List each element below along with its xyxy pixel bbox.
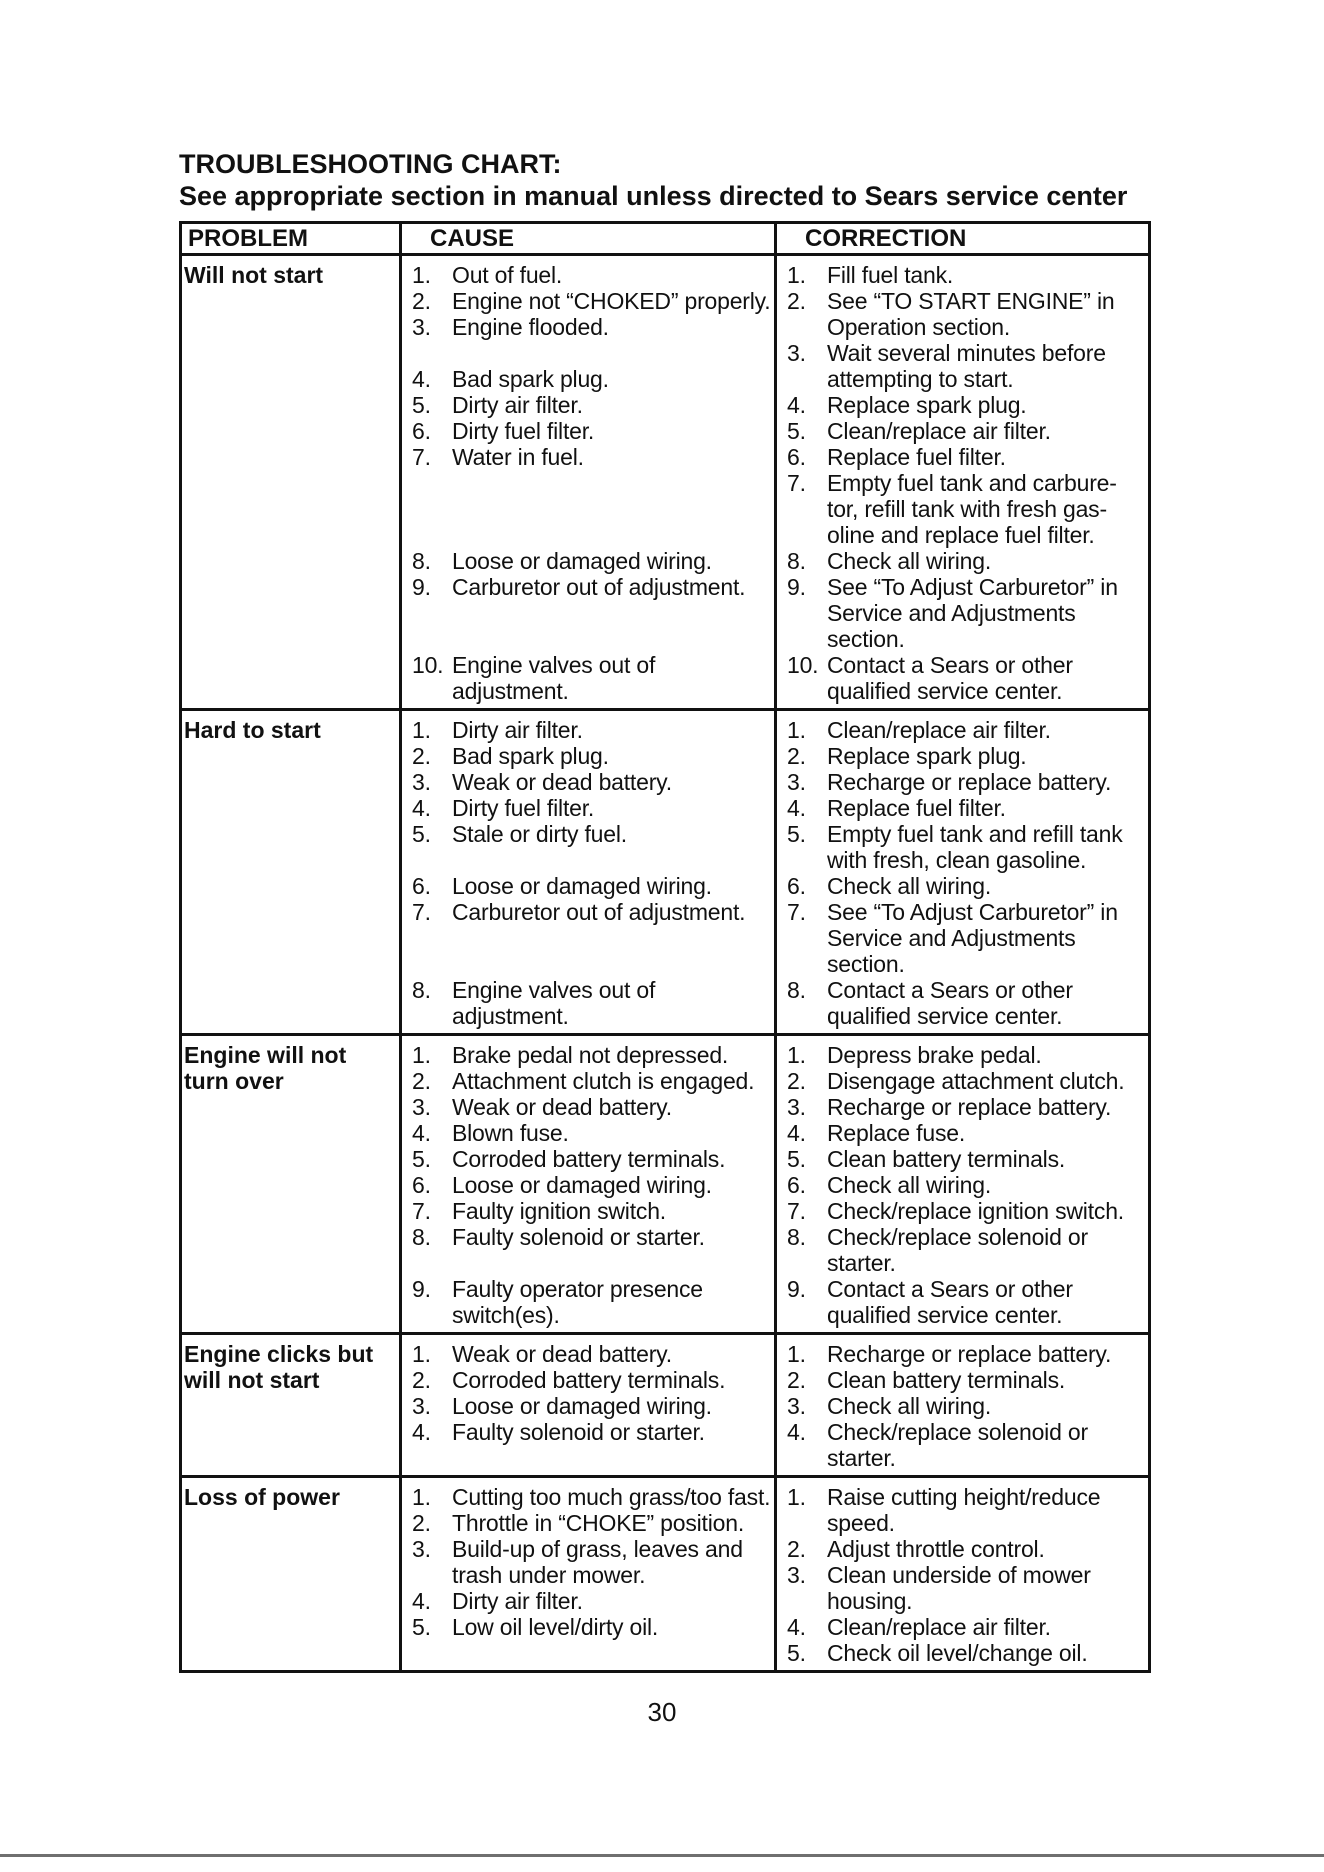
correction-item-number: 1. (787, 717, 806, 743)
cause-item (412, 1250, 772, 1276)
cause-item-text (452, 626, 772, 652)
cause-item-number: 4. (412, 366, 431, 392)
correction-item (787, 548, 1146, 574)
correction-item-text: Replace spark plug. (827, 743, 1027, 769)
cause-item (412, 496, 772, 522)
correction-item-number: 1. (787, 1042, 806, 1068)
cause-item (412, 977, 772, 1029)
cause-item-number: 2. (412, 743, 431, 769)
correction-item-number: 6. (787, 1172, 806, 1198)
correction-item-text: Check/replace solenoid or starter. (827, 1419, 1088, 1471)
cause-item (412, 1510, 772, 1536)
cause-item (412, 717, 772, 743)
cause-item-text: Loose or damaged wiring. (452, 873, 712, 899)
cause-item-text: Bad spark plug. (452, 366, 609, 392)
correction-item-number: 9. (787, 574, 806, 600)
cause-item (412, 574, 772, 600)
cause-item-text (452, 340, 772, 366)
correction-item-text: Recharge or replace battery. (827, 769, 1112, 795)
correction-item-text: Recharge or replace battery. (827, 1094, 1112, 1120)
correction-item-number: 2. (787, 1367, 806, 1393)
correction-item-number: 1. (787, 262, 806, 288)
cause-item-text: Dirty air filter. (452, 392, 583, 418)
cause-item-number: 1. (412, 1484, 431, 1510)
correction-item (787, 1562, 1146, 1614)
cause-cell (401, 1035, 776, 1334)
correction-item-number: 5. (787, 418, 806, 444)
correction-list (777, 711, 1148, 1033)
cause-item-number: 7. (412, 444, 431, 470)
cause-item-number: 5. (412, 1614, 431, 1640)
correction-item (787, 262, 1146, 288)
correction-item-text: See “To Adjust Carburetor” in Service and Adjustments section. (827, 899, 1118, 977)
cause-item-text: Brake pedal not depressed. (452, 1042, 729, 1068)
cause-item-text: Engine valves out of adjustment. (452, 652, 656, 704)
correction-item (787, 574, 1146, 652)
correction-item-text: Fill fuel tank. (827, 262, 954, 288)
table-row (181, 1477, 1150, 1672)
cause-item (412, 392, 772, 418)
cause-item (412, 548, 772, 574)
cause-item (412, 1146, 772, 1172)
correction-item (787, 769, 1146, 795)
correction-item-number: 4. (787, 795, 806, 821)
cause-item-number: 1. (412, 262, 431, 288)
cause-item (412, 314, 772, 340)
cause-item-text: Dirty fuel filter. (452, 418, 595, 444)
correction-item-number: 8. (787, 548, 806, 574)
cause-item (412, 288, 772, 314)
cause-list (402, 256, 774, 708)
correction-item-text: Recharge or replace battery. (827, 1341, 1112, 1367)
correction-item (787, 717, 1146, 743)
cause-item-text: Weak or dead battery. (452, 1341, 672, 1367)
correction-item-text: Adjust throttle control. (827, 1536, 1045, 1562)
correction-item-number: 8. (787, 977, 806, 1003)
cause-item-number (412, 626, 452, 652)
cause-item-text: Blown fuse. (452, 1120, 569, 1146)
problem-cell: Engine clicks but will not start (181, 1334, 401, 1477)
correction-item-text: Empty fuel tank and carbure- tor, refill tank with fresh gas- oline and replace fuel filter. (827, 470, 1117, 548)
correction-item (787, 1042, 1146, 1068)
cause-item (412, 899, 772, 925)
cause-item-number: 5. (412, 392, 431, 418)
cause-item (412, 340, 772, 366)
cause-item-text: Carburetor out of adjustment. (452, 899, 746, 925)
cause-item-text: Faulty ignition switch. (452, 1198, 666, 1224)
correction-item-text: Replace fuse. (827, 1120, 966, 1146)
cause-item-number: 6. (412, 873, 431, 899)
cause-item-text: Bad spark plug. (452, 743, 609, 769)
cause-item-number: 3. (412, 1536, 431, 1562)
cause-item (412, 1042, 772, 1068)
cause-item-number (412, 496, 452, 522)
cause-item (412, 444, 772, 470)
correction-item-number: 3. (787, 1393, 806, 1419)
cause-item (412, 1198, 772, 1224)
cause-item-text: Corroded battery terminals. (452, 1367, 726, 1393)
cause-item-number: 5. (412, 1146, 431, 1172)
cause-item-text: Attachment clutch is engaged. (452, 1068, 755, 1094)
cause-item-text: Faulty solenoid or starter. (452, 1419, 705, 1445)
cause-item-number (412, 600, 452, 626)
cause-cell (401, 1334, 776, 1477)
cause-item-text: Build-up of grass, leaves and trash under mower. (452, 1536, 743, 1588)
problem-cell: Hard to start (181, 710, 401, 1035)
correction-item-number: 9. (787, 1276, 806, 1302)
cause-item (412, 1172, 772, 1198)
correction-item-number: 5. (787, 1146, 806, 1172)
correction-item-text: Contact a Sears or other qualified service center. (827, 652, 1073, 704)
correction-item-number: 4. (787, 1419, 806, 1445)
cause-list (402, 1036, 774, 1332)
cause-item (412, 1419, 772, 1445)
correction-item-text: Check all wiring. (827, 1172, 992, 1198)
cause-item (412, 1120, 772, 1146)
cause-item-number: 9. (412, 1276, 431, 1302)
troubleshooting-table (179, 221, 1151, 1673)
correction-item-number: 7. (787, 899, 806, 925)
cause-item-number: 4. (412, 795, 431, 821)
correction-item-number: 5. (787, 1640, 806, 1666)
cause-item-number (412, 925, 452, 951)
correction-item (787, 418, 1146, 444)
correction-item (787, 1198, 1146, 1224)
correction-item-number: 2. (787, 1536, 806, 1562)
correction-item (787, 1536, 1146, 1562)
cause-item (412, 652, 772, 704)
cause-item-text (452, 847, 772, 873)
correction-list (777, 256, 1148, 708)
correction-item-number: 4. (787, 1120, 806, 1146)
correction-item-text: Disengage attachment clutch. (827, 1068, 1125, 1094)
correction-item (787, 1068, 1146, 1094)
correction-item-number: 6. (787, 444, 806, 470)
cause-item (412, 951, 772, 977)
cause-item (412, 795, 772, 821)
cause-item-number: 3. (412, 1393, 431, 1419)
cause-item-number: 5. (412, 821, 431, 847)
cause-item-number: 1. (412, 1341, 431, 1367)
cause-item-text: Engine valves out of adjustment. (452, 977, 656, 1029)
cause-item-text: Dirty air filter. (452, 717, 583, 743)
cause-item-number: 9. (412, 574, 431, 600)
correction-item (787, 977, 1146, 1029)
cause-item-text: Faulty solenoid or starter. (452, 1224, 705, 1250)
cause-item-text: Engine flooded. (452, 314, 609, 340)
correction-cell (776, 1334, 1150, 1477)
cause-item (412, 743, 772, 769)
correction-item-text: Depress brake pedal. (827, 1042, 1042, 1068)
page-title: TROUBLESHOOTING CHART: (179, 149, 562, 179)
cause-item-text: Corroded battery terminals. (452, 1146, 726, 1172)
cause-item-number: 7. (412, 899, 431, 925)
table-row (181, 255, 1150, 710)
cause-item-number: 1. (412, 1042, 431, 1068)
correction-item-text: Raise cutting height/reduce speed. (827, 1484, 1101, 1536)
correction-item (787, 1094, 1146, 1120)
cause-item-text: Dirty fuel filter. (452, 795, 595, 821)
correction-item (787, 340, 1146, 392)
cause-item-text: Weak or dead battery. (452, 1094, 672, 1120)
cause-item-text: Out of fuel. (452, 262, 563, 288)
cause-item-number: 4. (412, 1419, 431, 1445)
cause-item (412, 1341, 772, 1367)
cause-item-text: Water in fuel. (452, 444, 584, 470)
correction-item-number: 3. (787, 1094, 806, 1120)
cause-item-number: 4. (412, 1120, 431, 1146)
header-problem: PROBLEM (181, 223, 401, 255)
cause-item-number (412, 522, 452, 548)
cause-item-text: Engine not “CHOKED” properly. (452, 288, 771, 314)
cause-item-text (452, 496, 772, 522)
cause-item (412, 1588, 772, 1614)
cause-item-text: Dirty air filter. (452, 1588, 583, 1614)
correction-item (787, 899, 1146, 977)
table-row (181, 1035, 1150, 1334)
cause-item (412, 600, 772, 626)
page-number: 30 (647, 1697, 677, 1727)
correction-item-number: 4. (787, 1614, 806, 1640)
cause-item (412, 1367, 772, 1393)
correction-cell (776, 255, 1150, 710)
cause-item-number: 10. (412, 652, 444, 678)
correction-item-text: Clean underside of mower housing. (827, 1562, 1091, 1614)
cause-item (412, 1224, 772, 1250)
correction-item-text: Check/replace ignition switch. (827, 1198, 1124, 1224)
correction-item-number: 2. (787, 743, 806, 769)
correction-item (787, 1224, 1146, 1276)
cause-item-text (452, 470, 772, 496)
correction-item-text: Empty fuel tank and refill tank with fresh, clean gasoline. (827, 821, 1123, 873)
correction-cell (776, 710, 1150, 1035)
correction-item (787, 1276, 1146, 1328)
cause-item-text (452, 522, 772, 548)
correction-item-text: Contact a Sears or other qualified service center. (827, 977, 1073, 1029)
correction-item-number: 3. (787, 1562, 806, 1588)
cause-item (412, 522, 772, 548)
correction-item (787, 288, 1146, 340)
cause-item-number: 3. (412, 1094, 431, 1120)
correction-item-number: 10. (787, 652, 819, 678)
cause-item-number (412, 340, 452, 366)
cause-item-text: Stale or dirty fuel. (452, 821, 627, 847)
correction-item (787, 652, 1146, 704)
correction-item-number: 3. (787, 340, 806, 366)
cause-item-number: 7. (412, 1198, 431, 1224)
correction-item (787, 444, 1146, 470)
cause-item-text (452, 951, 772, 977)
page-subtitle: See appropriate section in manual unless directed to Sears service center (179, 181, 1128, 211)
correction-item-number: 1. (787, 1484, 806, 1510)
cause-item-number: 2. (412, 1510, 431, 1536)
correction-item-text: Clean battery terminals. (827, 1367, 1066, 1393)
cause-item-number: 2. (412, 1367, 431, 1393)
correction-item (787, 392, 1146, 418)
cause-item-number (412, 1250, 452, 1276)
cause-item-number: 8. (412, 1224, 431, 1250)
cause-item (412, 1094, 772, 1120)
correction-item (787, 1419, 1146, 1471)
cause-item (412, 873, 772, 899)
cause-list (402, 1478, 774, 1644)
table-header-row (181, 223, 1150, 255)
cause-item (412, 1614, 772, 1640)
correction-item-number: 8. (787, 1224, 806, 1250)
correction-list (777, 1036, 1148, 1332)
correction-item-text: Contact a Sears or other qualified service center. (827, 1276, 1073, 1328)
bottom-rule (0, 1854, 1324, 1857)
correction-item-text: See “TO START ENGINE” in Operation section. (827, 288, 1115, 340)
problem-cell: Loss of power (181, 1477, 401, 1672)
correction-cell (776, 1035, 1150, 1334)
correction-item (787, 821, 1146, 873)
correction-item-number: 7. (787, 1198, 806, 1224)
cause-item-text: Carburetor out of adjustment. (452, 574, 746, 600)
correction-item-text: Clean/replace air filter. (827, 1614, 1051, 1640)
cause-item-number: 3. (412, 314, 431, 340)
correction-item-number: 1. (787, 1341, 806, 1367)
cause-item (412, 1393, 772, 1419)
cause-item-text: Throttle in “CHOKE” position. (452, 1510, 745, 1536)
correction-item (787, 1484, 1146, 1536)
cause-item (412, 1484, 772, 1510)
correction-item-text: Replace spark plug. (827, 392, 1027, 418)
correction-item-number: 2. (787, 288, 806, 314)
table-row (181, 1334, 1150, 1477)
correction-item-number: 6. (787, 873, 806, 899)
cause-cell (401, 255, 776, 710)
correction-item-text: Check all wiring. (827, 1393, 992, 1419)
cause-item-number: 2. (412, 1068, 431, 1094)
cause-item-number (412, 847, 452, 873)
correction-item (787, 470, 1146, 548)
correction-list (777, 1478, 1148, 1670)
correction-item-text: Replace fuel filter. (827, 444, 1006, 470)
cause-item-text (452, 925, 772, 951)
cause-item-number: 1. (412, 717, 431, 743)
correction-item-text: Clean/replace air filter. (827, 418, 1051, 444)
cause-item-text: Faulty operator presence switch(es). (452, 1276, 703, 1328)
cause-item-text (452, 1250, 772, 1276)
correction-item (787, 743, 1146, 769)
correction-item (787, 795, 1146, 821)
cause-item-number: 6. (412, 418, 431, 444)
cause-item-text: Cutting too much grass/too fast. (452, 1484, 771, 1510)
cause-item-text: Low oil level/dirty oil. (452, 1614, 659, 1640)
correction-item (787, 1640, 1146, 1666)
correction-item-text: Replace fuel filter. (827, 795, 1006, 821)
correction-item (787, 1393, 1146, 1419)
correction-item-number: 2. (787, 1068, 806, 1094)
cause-item-number: 4. (412, 1588, 431, 1614)
cause-item (412, 925, 772, 951)
cause-item (412, 821, 772, 847)
correction-item-text: See “To Adjust Carburetor” in Service and Adjustments section. (827, 574, 1118, 652)
cause-item (412, 1536, 772, 1588)
cause-item (412, 418, 772, 444)
correction-item-text: Clean/replace air filter. (827, 717, 1051, 743)
cause-item-text (452, 600, 772, 626)
header-cause: CAUSE (401, 223, 776, 255)
cause-cell (401, 1477, 776, 1672)
correction-item (787, 1341, 1146, 1367)
cause-item-number: 6. (412, 1172, 431, 1198)
cause-list (402, 711, 774, 1033)
cause-item-text: Loose or damaged wiring. (452, 1393, 712, 1419)
correction-item (787, 1146, 1146, 1172)
cause-item-number (412, 470, 452, 496)
problem-cell: Engine will not turn over (181, 1035, 401, 1334)
correction-item-text: Check all wiring. (827, 548, 992, 574)
correction-item-number: 4. (787, 392, 806, 418)
cause-cell (401, 710, 776, 1035)
correction-item-number: 3. (787, 769, 806, 795)
correction-item (787, 1367, 1146, 1393)
correction-item-text: Check all wiring. (827, 873, 992, 899)
table-body (181, 255, 1150, 1672)
correction-item-text: Check oil level/change oil. (827, 1640, 1088, 1666)
correction-item-number: 7. (787, 470, 806, 496)
cause-item (412, 366, 772, 392)
cause-item-text: Loose or damaged wiring. (452, 1172, 712, 1198)
correction-item (787, 873, 1146, 899)
cause-item-number: 8. (412, 548, 431, 574)
correction-item-text: Wait several minutes before attempting to start. (827, 340, 1106, 392)
cause-item-text: Weak or dead battery. (452, 769, 672, 795)
cause-item (412, 626, 772, 652)
cause-list (402, 1335, 774, 1449)
correction-cell (776, 1477, 1150, 1672)
cause-item (412, 847, 772, 873)
cause-item-number (412, 951, 452, 977)
problem-cell: Will not start (181, 255, 401, 710)
header-correction: CORRECTION (776, 223, 1150, 255)
cause-item (412, 262, 772, 288)
cause-item-number: 2. (412, 288, 431, 314)
cause-item-text: Loose or damaged wiring. (452, 548, 712, 574)
cause-item (412, 470, 772, 496)
correction-item (787, 1120, 1146, 1146)
cause-item-number: 3. (412, 769, 431, 795)
table-row (181, 710, 1150, 1035)
correction-item-text: Check/replace solenoid or starter. (827, 1224, 1088, 1276)
correction-list (777, 1335, 1148, 1475)
correction-item-number: 5. (787, 821, 806, 847)
cause-item (412, 1068, 772, 1094)
cause-item (412, 769, 772, 795)
cause-item-number: 8. (412, 977, 431, 1003)
correction-item (787, 1172, 1146, 1198)
correction-item-text: Clean battery terminals. (827, 1146, 1066, 1172)
correction-item (787, 1614, 1146, 1640)
cause-item (412, 1276, 772, 1328)
